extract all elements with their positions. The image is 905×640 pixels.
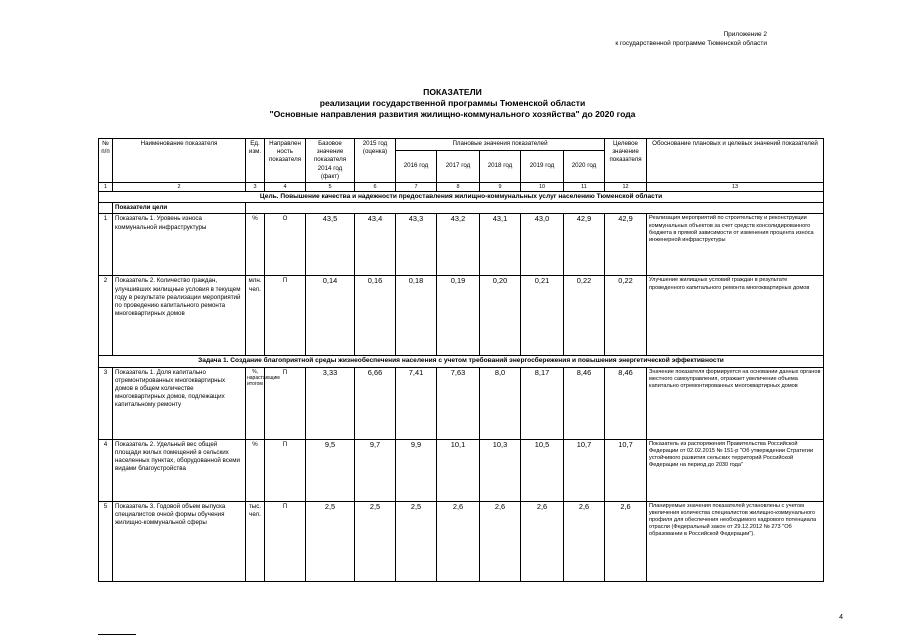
- task-row: [99, 356, 824, 367]
- row-value: 43,3: [396, 214, 437, 276]
- col-number: 12: [605, 183, 647, 192]
- goal-title: Цель. Повышение качества и надежности предоставления жилищно-коммунальных услуг населению Тюменской области: [99, 192, 824, 203]
- row-value: 0,22: [564, 276, 605, 356]
- row-name: Показатель 1. Уровень износа коммунальной инфраструктуры: [113, 214, 246, 276]
- row-value: 2,6: [437, 501, 480, 581]
- table-row: [99, 501, 824, 581]
- row-value: 2,6: [521, 501, 564, 581]
- row-value: 10,5: [521, 439, 564, 501]
- row-num: 3: [99, 367, 113, 439]
- row-unit: тыс. чел.: [246, 501, 265, 581]
- row-value: 43,2: [437, 214, 480, 276]
- header-2019: 2019 год: [521, 150, 564, 182]
- row-direction: П: [265, 501, 306, 581]
- title-line-2: реализации государственной программы Тюменской области: [319, 98, 586, 108]
- row-value: 43,4: [355, 214, 396, 276]
- header-row: [99, 139, 824, 151]
- row-direction: П: [265, 276, 306, 356]
- row-value: 0,20: [480, 276, 521, 356]
- col-number: 1: [99, 183, 113, 192]
- header-base: Базовое значение показателя 2014 год (факт): [306, 139, 355, 183]
- column-numbers-row: [99, 183, 824, 192]
- col-number: 8: [437, 183, 480, 192]
- row-value: 43,1: [480, 214, 521, 276]
- row-value: 2,5: [396, 501, 437, 581]
- row-name: Показатель 2. Удельный вес общей площади жилых помещений в сельских населенных пунктах, оборудованной всеми видами благоустройства: [113, 439, 246, 501]
- row-num: 4: [99, 439, 113, 501]
- row-unit: %: [246, 214, 265, 276]
- row-value: 8,0: [480, 367, 521, 439]
- row-value: 42,9: [564, 214, 605, 276]
- row-name: Показатель 3. Годовой объем выпуска специалистов очной формы обучения жилищно-коммунальной сферы: [113, 501, 246, 581]
- row-justification: Значение показателя формируется на основании данных органов местного самоуправления, отражает увеличение объема капитально отремонтированных многоквартирных домов: [647, 367, 824, 439]
- row-value: 8,46: [605, 367, 647, 439]
- col-number: 4: [265, 183, 306, 192]
- row-value: 2,6: [605, 501, 647, 581]
- row-num: 5: [99, 501, 113, 581]
- header-2016: 2016 год: [396, 150, 437, 182]
- row-justification: Показатель из распоряжения Правительства Российской Федерации от 02.02.2015 № 151-р "Об утверждении Стратегии устойчивого развития сельских территорий Российской Федерации на период до 2030 года": [647, 439, 824, 501]
- goal-indicators-label: Показатели цели: [113, 203, 246, 214]
- header-name: Наименование показателя: [113, 139, 246, 183]
- header-direction: Направлен ность показателя: [265, 139, 306, 183]
- table-row: [99, 276, 824, 356]
- row-unit: млн. чел.: [246, 276, 265, 356]
- row-num: 2: [99, 276, 113, 356]
- table-row: [99, 367, 824, 439]
- col-number: 13: [647, 183, 824, 192]
- header-2017: 2017 год: [437, 150, 480, 182]
- row-value: 0,21: [521, 276, 564, 356]
- page-title: [0, 87, 905, 120]
- row-value: 7,41: [396, 367, 437, 439]
- row-value: 10,7: [564, 439, 605, 501]
- header-2018: 2018 год: [480, 150, 521, 182]
- row-value: 2,6: [564, 501, 605, 581]
- row-value: 8,46: [564, 367, 605, 439]
- task-1-title: Задача 1. Создание благоприятной среды жизнеобеспечения населения с учетом требований энергосбережения и повышения энергетической эффективности: [99, 356, 824, 367]
- header-planned: Плановые значения показателей: [396, 139, 605, 151]
- row-value: 0,18: [396, 276, 437, 356]
- row-value: 9,5: [306, 439, 355, 501]
- col-number: 6: [355, 183, 396, 192]
- col-number: 11: [564, 183, 605, 192]
- row-value: 2,5: [306, 501, 355, 581]
- row-value: 10,1: [437, 439, 480, 501]
- col-number: 7: [396, 183, 437, 192]
- row-name: Показатель 2. Количество граждан, улучшивших жилищные условия в текущем году в результате реализации мероприятий по проведению капитального ремонта многоквартирных домов: [113, 276, 246, 356]
- title-line-3: "Основные направления развития жилищно-коммунального хозяйства" до 2020 года: [269, 109, 636, 119]
- appendix-line-2: к государственной программе Тюменской области: [615, 40, 767, 47]
- header-target: Целевое значение показателя: [605, 139, 647, 183]
- header-2015: 2015 год (оценка): [355, 139, 396, 183]
- row-value: 0,22: [605, 276, 647, 356]
- title-line-1: ПОКАЗАТЕЛИ: [423, 87, 482, 97]
- header-2020: 2020 год: [564, 150, 605, 182]
- row-justification: Планируемые значения показателей установлены с учетом увеличения количества специалистов жилищно-коммунального профиля для обеспечения необходимого кадрового потенциала отрасли (Федеральный закон от 29.12.2012 № 273 "Об образовании в Российской Федерации").: [647, 501, 824, 581]
- col-number: 3: [246, 183, 265, 192]
- appendix-line-1: Приложение 2: [723, 31, 767, 38]
- row-value: 0,16: [355, 276, 396, 356]
- row-value: 0,19: [437, 276, 480, 356]
- row-value: 42,9: [605, 214, 647, 276]
- footnote-rule: [98, 634, 136, 635]
- row-value: 2,5: [355, 501, 396, 581]
- row-value: 10,7: [605, 439, 647, 501]
- col-number: 5: [306, 183, 355, 192]
- row-value: 2,6: [480, 501, 521, 581]
- row-value: 43,5: [306, 214, 355, 276]
- col-number: 2: [113, 183, 246, 192]
- row-value: 43,0: [521, 214, 564, 276]
- row-value: 6,66: [355, 367, 396, 439]
- row-direction: П: [265, 367, 306, 439]
- row-value: 7,63: [437, 367, 480, 439]
- goal-row: [99, 192, 824, 203]
- row-unit: %, нарастающим итогом: [246, 367, 265, 439]
- row-num: 1: [99, 214, 113, 276]
- col-number: 10: [521, 183, 564, 192]
- table-row: [99, 214, 824, 276]
- col-number: 9: [480, 183, 521, 192]
- row-justification: Улучшение жилищных условий граждан в результате проведенного капитального ремонта многоквартирных домов: [647, 276, 824, 356]
- row-direction: О: [265, 214, 306, 276]
- row-name: Показатель 1. Доля капитально отремонтированных многоквартирных домов в общем количестве многоквартирных домов, подлежащих капитальному ремонту: [113, 367, 246, 439]
- goal-indicators-row: [99, 203, 824, 214]
- row-unit: %: [246, 439, 265, 501]
- row-value: 0,14: [306, 276, 355, 356]
- row-value: 3,33: [306, 367, 355, 439]
- row-justification: Реализация мероприятий по строительству и реконструкции коммунальных объектов за счет средств консолидированного бюджета в прямой зависимости от изменения процента износа инженерной инфраструктуры: [647, 214, 824, 276]
- row-value: 10,3: [480, 439, 521, 501]
- row-value: 9,7: [355, 439, 396, 501]
- indicators-table: [98, 138, 824, 582]
- header-num: № п/п: [99, 139, 113, 183]
- page-number: 4: [839, 614, 843, 621]
- header-justification: Обоснование плановых и целевых значений показателей: [647, 139, 824, 183]
- table-row: [99, 439, 824, 501]
- header-unit: Ед. изм.: [246, 139, 265, 183]
- row-value: 9,9: [396, 439, 437, 501]
- row-direction: П: [265, 439, 306, 501]
- row-value: 8,17: [521, 367, 564, 439]
- appendix-note: [615, 30, 767, 48]
